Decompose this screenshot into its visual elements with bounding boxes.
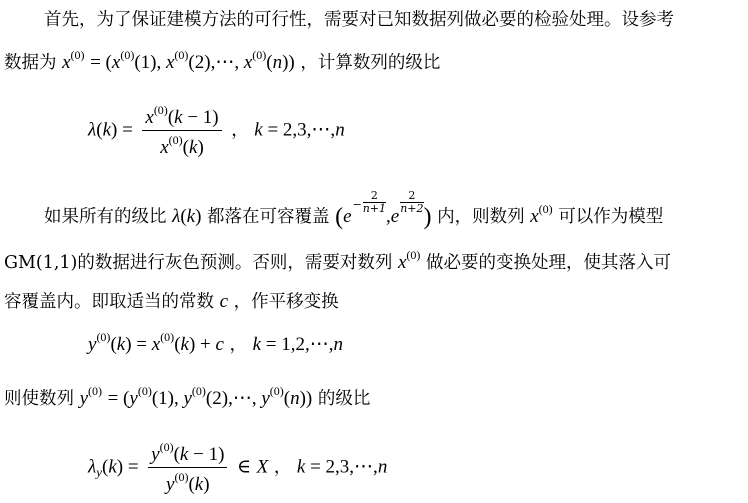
fraction-lambda: $\frac{x^{(0)}(k - 1)}{x^{(0)}(k)}$ [142, 103, 221, 159]
text-gm-prediction: GM(1,1)的数据进行灰色预测。否则，需要对数列 [4, 253, 393, 273]
text-make-sequence: 则使数列 [4, 389, 74, 409]
fraction-lambda-y: $\frac{y^{(0)}(k - 1)}{y^{(0)}(k)}$ [148, 440, 227, 496]
formula-translation: $y^{(0)}(k) = x^{(0)}(k) + c$ ， k = 1,2,⋯,n [88, 330, 343, 355]
text-fall-into: 都落在可容覆盖 [206, 207, 330, 227]
paragraph-line-8 [4, 384, 370, 410]
formula-sequence-x: $x^{(0)} = (x^{(0)}(1)$, $x^{(0)}(2),\cdots$, $x^{(0)}(n)$) [62, 48, 295, 73]
text-if-all-ratios: 如果所有的级比 [44, 207, 167, 227]
formula-lambda: λ(k) = $\frac{x^{(0)}(k - 1)}{x^{(0)}(k)}$ ， k = 2,3,⋯,n [88, 103, 345, 158]
text-can-be-model: 可以作为模型 [558, 207, 664, 227]
formula-interval: (e− $\frac{2}{n+1}$ ,e $\frac{2}{n+2}$ ) [335, 189, 432, 230]
formula-sequence-y: $y^{(0)} = (y^{(0)}(1)$, $y^{(0)}(2),\cdots$, $y^{(0)}(n)$) [79, 384, 313, 409]
formula-lambda-y: $\lambda_y(k)$ = $\frac{y^{(0)}(k - 1)}{y^{(0)}(k)}$ ∈ X ， k = 2,3,⋯,n [88, 440, 388, 495]
text-translation: ，作平移变换 [233, 292, 339, 312]
paragraph-line-6: 容覆盖内。即取适当的常数 c ，作平移变换 [4, 291, 339, 312]
text-transform: 做必要的变换处理，使其落入可 [425, 253, 671, 273]
text-take-constant: 容覆盖内。即取适当的常数 [4, 292, 214, 312]
paragraph-line-5: GM(1,1)的数据进行灰色预测。否则，需要对数列 $x^{(0)}$ 做必要的变换处理，使其落入可 [4, 248, 671, 273]
paragraph-line-2 [4, 48, 440, 74]
text-intro: 首先，为了保证建模方法的可行性，需要对已知数据列做必要的检验处理。设参考 [44, 10, 674, 30]
text-then-sequence: 内，则数列 [437, 207, 525, 227]
text-data-is: 数据为 [4, 53, 57, 73]
text-ratio: 的级比 [317, 389, 371, 409]
paragraph-line-4: 如果所有的级比 λ(k) 都落在可容覆盖 (e− $\frac{2}{n+1}$ ,e $\frac{2}{n+2}$ ) 内，则数列 $x^{(0)}$ 可以作为模型 [44, 189, 664, 230]
text-compute-ratio: ，计算数列的级比 [300, 53, 441, 73]
paragraph-line-1 [44, 6, 674, 31]
